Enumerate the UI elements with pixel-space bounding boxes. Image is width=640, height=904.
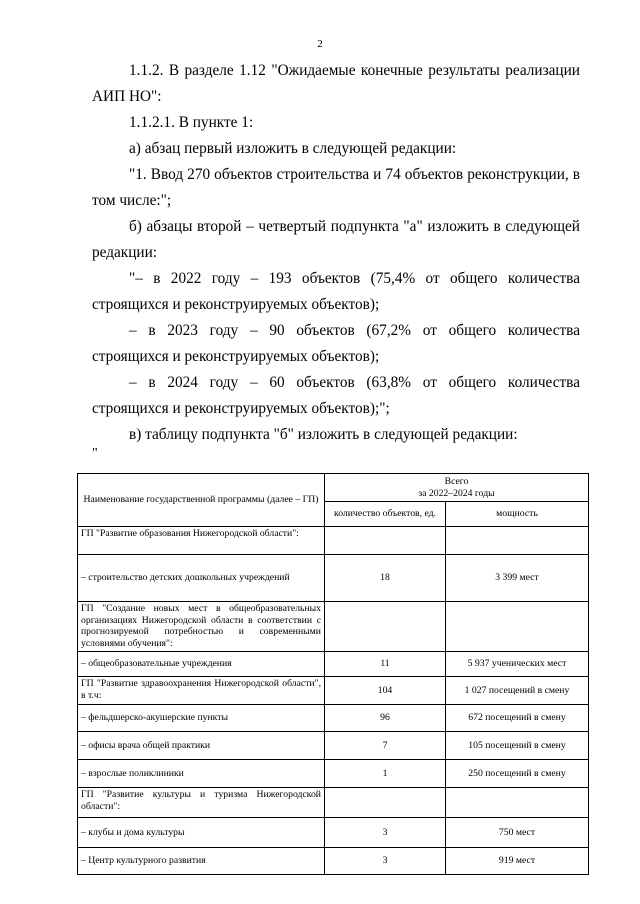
paragraph-a-text: "1. Ввод 270 объектов строительства и 74 объектов реконструкции, в том числе:"; [92, 166, 580, 209]
table-row [78, 705, 589, 732]
paragraph-section-heading: 1.1.2. В разделе 1.12 "Ожидаемые конечные результаты реализации АИП НО": [92, 62, 580, 105]
row-count: 96 [325, 705, 446, 732]
header-total [325, 474, 589, 502]
row-count: 11 [325, 652, 446, 677]
paragraph-2022: "– в 2022 году – 193 объектов (75,4% от общего количества строящихся и реконструируемых объектов); [92, 270, 580, 313]
table-row [78, 527, 589, 555]
table-row [78, 848, 589, 875]
row-name: – общеобразовательные учреждения [78, 652, 325, 677]
row-name: ГП "Развитие здравоохранения Нижегородской области", в т.ч: [78, 677, 325, 705]
row-name: – офисы врача общей практики [78, 732, 325, 760]
row-count: 7 [325, 732, 446, 760]
row-capacity: 3 399 мест [446, 555, 589, 602]
row-count: 3 [325, 818, 446, 848]
row-name: – Центр культурного развития [78, 848, 325, 875]
paragraph-c: в) таблицу подпункта "б" изложить в следующей редакции: [129, 426, 518, 443]
table-row [78, 555, 589, 602]
page-number: 2 [317, 38, 323, 50]
paragraph-b: б) абзацы второй – четвертый подпункта "а" изложить в следующей редакции: [92, 218, 580, 261]
row-name: – строительство детских дошкольных учреждений [78, 555, 325, 602]
row-capacity [446, 788, 589, 818]
row-count: 1 [325, 760, 446, 788]
header-total-line1: Всего [444, 476, 469, 487]
document-body [92, 58, 580, 448]
row-name: – клубы и дома культуры [78, 818, 325, 848]
row-count [325, 788, 446, 818]
table-row [78, 677, 589, 705]
row-capacity: 672 посещений в смену [446, 705, 589, 732]
row-name: – фельдшерско-акушерские пункты [78, 705, 325, 732]
row-capacity [446, 527, 589, 555]
row-capacity: 105 посещений в смену [446, 732, 589, 760]
row-count [325, 602, 446, 652]
paragraph-a: а) абзац первый изложить в следующей редакции: [129, 140, 457, 157]
row-count: 18 [325, 555, 446, 602]
table-row [78, 652, 589, 677]
row-capacity: 250 посещений в смену [446, 760, 589, 788]
table-row [78, 602, 589, 652]
paragraph-2024: – в 2024 году – 60 объектов (63,8% от общего количества строящихся и реконструируемых объектов);"; [92, 374, 580, 417]
paragraph-item-heading: 1.1.2.1. В пункте 1: [129, 114, 254, 131]
row-count: 104 [325, 677, 446, 705]
paragraph-2023: – в 2023 году – 90 объектов (67,2% от общего количества строящихся и реконструируемых объектов); [92, 322, 580, 365]
header-count: количество объектов, ед. [325, 502, 446, 527]
header-capacity: мощность [446, 502, 589, 527]
row-capacity [446, 602, 589, 652]
table-row [78, 818, 589, 848]
quote-open: " [92, 446, 98, 461]
row-capacity: 919 мест [446, 848, 589, 875]
row-count: 3 [325, 848, 446, 875]
header-name: Наименование государственной программы (далее – ГП) [78, 474, 325, 527]
row-name: ГП "Создание новых мест в общеобразовательных организациях Нижегородской области в соответствии с прогнозируемой потребностью и современными условиями обучения": [78, 602, 325, 652]
row-capacity: 5 937 ученических мест [446, 652, 589, 677]
table-row [78, 788, 589, 818]
table-header-row [78, 474, 589, 502]
row-capacity: 1 027 посещений в смену [446, 677, 589, 705]
row-capacity: 750 мест [446, 818, 589, 848]
table-row [78, 760, 589, 788]
row-count [325, 527, 446, 555]
row-name: – взрослые поликлиники [78, 760, 325, 788]
row-name: ГП "Развитие культуры и туризма Нижегородской области": [78, 788, 325, 818]
programs-table [77, 473, 589, 875]
table-row [78, 732, 589, 760]
row-name: ГП "Развитие образования Нижегородской области": [78, 527, 325, 555]
header-total-line2: за 2022–2024 годы [418, 487, 495, 499]
